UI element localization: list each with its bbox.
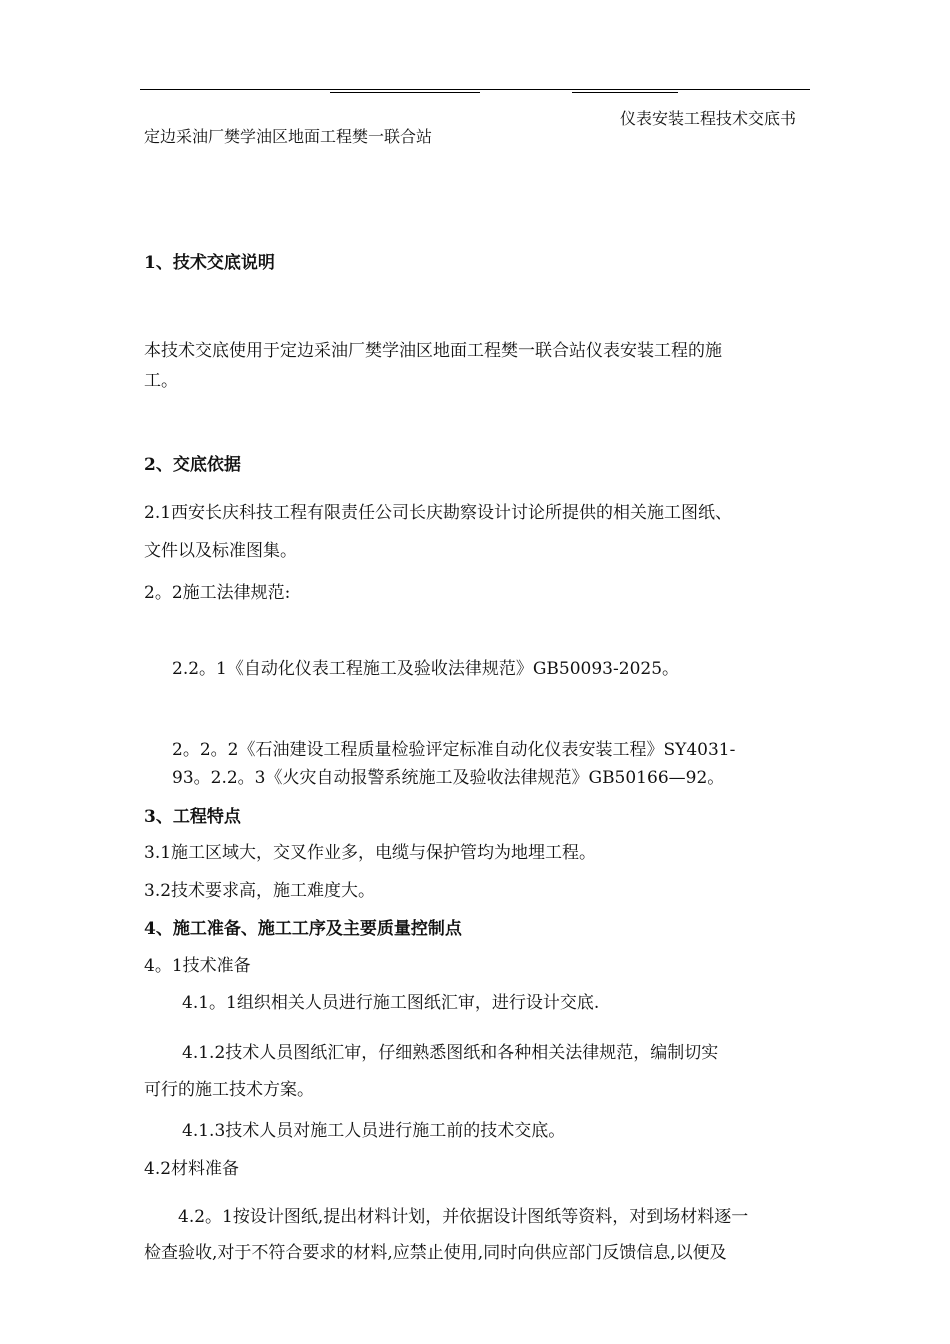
section-4-heading: 4、施工准备、施工工序及主要质量控制点 bbox=[144, 919, 462, 939]
item-4-1: 4。1技术准备 bbox=[144, 956, 251, 976]
item-4-1-1: 4.1。1组织相关人员进行施工图纸汇审，进行设计交底. bbox=[182, 993, 600, 1013]
item-2-2-1: 2.2。1《自动化仪表工程施工及验收法律规范》GB50093-2025。 bbox=[172, 659, 680, 679]
item-4-1-2-line: 可行的施工技术方案。 bbox=[144, 1080, 314, 1100]
header-rule-segment bbox=[572, 92, 678, 93]
item-3-2: 3.2技术要求高，施工难度大。 bbox=[144, 881, 376, 901]
section-2-heading: 2、交底依据 bbox=[144, 455, 241, 475]
item-2-1-line: 2.1西安长庆科技工程有限责任公司长庆勘察设计讨论所提供的相关施工图纸、 bbox=[144, 503, 733, 523]
section-1-paragraph-line: 工。 bbox=[144, 371, 178, 391]
item-4-2-1-line: 检查验收,对于不符合要求的材料,应禁止使用,同时向供应部门反馈信息,以便及 bbox=[144, 1243, 727, 1263]
header-rule-segment bbox=[330, 92, 480, 93]
section-1-heading: 1、技术交底说明 bbox=[144, 253, 275, 273]
item-2-2-2-line: 93。2.2。3《火灾自动报警系统施工及验收法律规范》GB50166—92。 bbox=[172, 768, 725, 788]
item-2-1-line: 文件以及标准图集。 bbox=[144, 541, 297, 561]
item-4-1-3: 4.1.3技术人员对施工人员进行施工前的技术交底。 bbox=[182, 1121, 566, 1141]
item-4-1-2-line: 4.1.2技术人员图纸汇审，仔细熟悉图纸和各种相关法律规范，编制切实 bbox=[182, 1043, 719, 1063]
header-rule bbox=[140, 89, 810, 90]
section-3-heading: 3、工程特点 bbox=[144, 807, 241, 827]
item-2-2: 2。2施工法律规范: bbox=[144, 583, 291, 603]
item-4-2-1-line: 4.2。1按设计图纸,提出材料计划，并依据设计图纸等资料，对到场材料逐一 bbox=[178, 1207, 749, 1227]
header-left-title: 定边采油厂樊学油区地面工程樊一联合站 bbox=[144, 127, 433, 146]
item-3-1: 3.1施工区域大，交叉作业多，电缆与保护管均为地埋工程。 bbox=[144, 843, 597, 863]
item-4-2: 4.2材料准备 bbox=[144, 1159, 240, 1179]
item-2-2-2-line: 2。2。2《石油建设工程质量检验评定标准自动化仪表安装工程》SY4031- bbox=[172, 740, 736, 760]
header-right-title: 仪表安装工程技术交底书 bbox=[620, 109, 797, 128]
section-1-paragraph-line: 本技术交底使用于定边采油厂樊学油区地面工程樊一联合站仪表安装工程的施 bbox=[144, 341, 722, 361]
